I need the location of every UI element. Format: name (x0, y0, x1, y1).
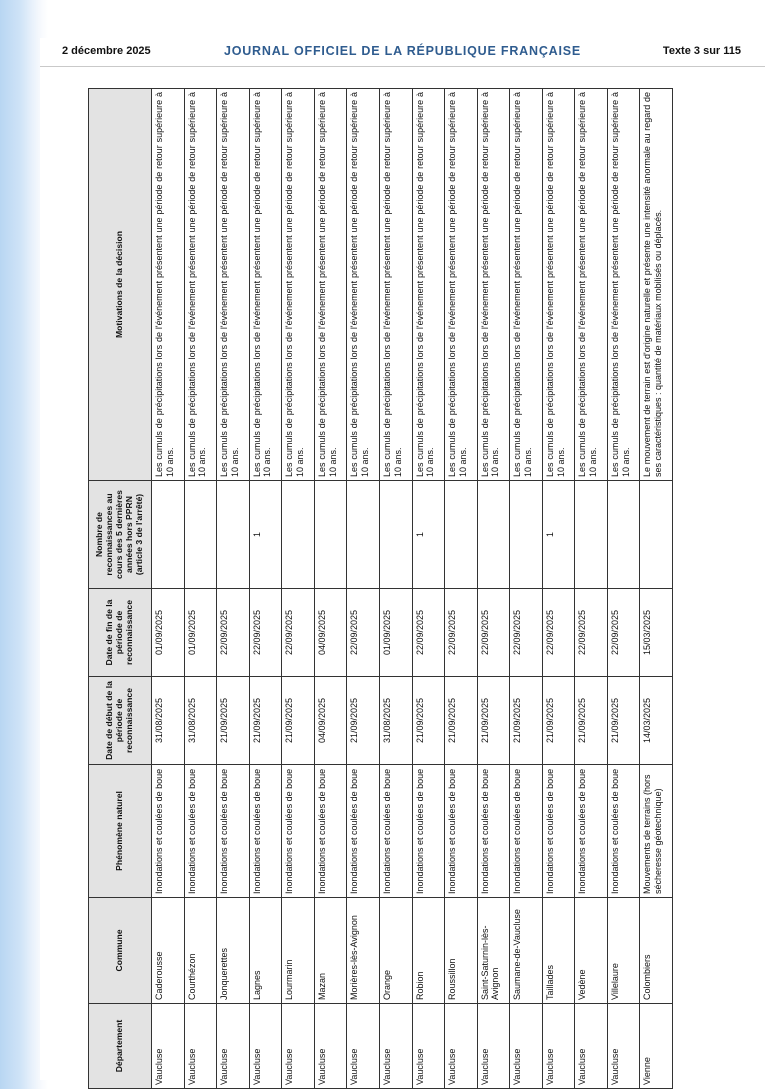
journal-title: JOURNAL OFFICIEL DE LA RÉPUBLIQUE FRANÇAISE (223, 44, 582, 58)
table-row (542, 89, 575, 1089)
table-body (152, 89, 673, 1089)
cell-motivation: Les cumuls de précipitations lors de l'événement présentent une période de retour supérieure à 10 ans. (412, 89, 445, 481)
cell-commune: Robion (412, 898, 445, 1004)
rotated-table-wrapper (88, 89, 673, 1089)
cell-date-fin: 22/09/2025 (282, 589, 315, 677)
cell-nombre (184, 481, 217, 589)
cell-date-fin: 22/09/2025 (412, 589, 445, 677)
text-counter: Texte 3 sur 115 (662, 45, 741, 57)
cell-commune: Saumane-de-Vaucluse (510, 898, 543, 1004)
cell-commune: Roussillon (445, 898, 478, 1004)
col-header-departement: Département (89, 1004, 152, 1089)
cell-commune: Taillades (542, 898, 575, 1004)
cell-nombre (477, 481, 510, 589)
cell-date-debut: 21/09/2025 (607, 677, 640, 765)
table-row (575, 89, 608, 1089)
cell-motivation: Les cumuls de précipitations lors de l'événement présentent une période de retour supérieure à 10 ans. (282, 89, 315, 481)
cell-commune: Lourmarin (282, 898, 315, 1004)
cell-nombre (314, 481, 347, 589)
recognition-table (88, 88, 673, 1089)
cell-phenomene: Inondations et coulées de boue (282, 765, 315, 898)
cell-departement: Vaucluse (217, 1004, 250, 1089)
cell-departement: Vaucluse (542, 1004, 575, 1089)
table-row (347, 89, 380, 1089)
cell-departement: Vaucluse (445, 1004, 478, 1089)
cell-motivation: Les cumuls de précipitations lors de l'événement présentent une période de retour supérieure à 10 ans. (575, 89, 608, 481)
cell-date-debut: 31/08/2025 (379, 677, 412, 765)
cell-motivation: Le mouvement de terrain est d'origine naturelle et présente une intensité anormale au regard de ses caractéristiques : quantité de matériaux mobilisés ou déplacés. (640, 89, 673, 481)
cell-commune: Jonquerettes (217, 898, 250, 1004)
cell-phenomene: Mouvements de terrains (hors sécheresse géotechnique) (640, 765, 673, 898)
cell-motivation: Les cumuls de précipitations lors de l'événement présentent une période de retour supérieure à 10 ans. (379, 89, 412, 481)
col-header-date-debut: Date de début de la période de reconnaissance (89, 677, 152, 765)
table-row (152, 89, 185, 1089)
cell-date-fin: 22/09/2025 (510, 589, 543, 677)
page-header (40, 38, 765, 67)
cell-nombre (510, 481, 543, 589)
cell-date-fin: 01/09/2025 (184, 589, 217, 677)
cell-date-fin: 22/09/2025 (249, 589, 282, 677)
table-row (314, 89, 347, 1089)
cell-date-debut: 21/09/2025 (412, 677, 445, 765)
col-header-date-fin: Date de fin de la période de reconnaissance (89, 589, 152, 677)
cell-departement: Vaucluse (379, 1004, 412, 1089)
cell-date-fin: 22/09/2025 (542, 589, 575, 677)
cell-departement: Vaucluse (249, 1004, 282, 1089)
cell-nombre (640, 481, 673, 589)
cell-departement: Vaucluse (575, 1004, 608, 1089)
cell-date-debut: 21/09/2025 (347, 677, 380, 765)
cell-nombre (347, 481, 380, 589)
cell-commune: Vedène (575, 898, 608, 1004)
cell-nombre (607, 481, 640, 589)
cell-nombre: 1 (542, 481, 575, 589)
cell-date-fin: 22/09/2025 (607, 589, 640, 677)
cell-departement: Vaucluse (412, 1004, 445, 1089)
cell-commune: Lagnes (249, 898, 282, 1004)
cell-date-fin: 04/09/2025 (314, 589, 347, 677)
table-row (249, 89, 282, 1089)
cell-departement: Vaucluse (607, 1004, 640, 1089)
cell-motivation: Les cumuls de précipitations lors de l'événement présentent une période de retour supérieure à 10 ans. (217, 89, 250, 481)
col-header-commune: Commune (89, 898, 152, 1004)
cell-phenomene: Inondations et coulées de boue (510, 765, 543, 898)
cell-phenomene: Inondations et coulées de boue (575, 765, 608, 898)
col-header-nombre: Nombre de reconnaissances au cours des 5 dernières années hors PPRN (article 3 de l'arrêté) (89, 481, 152, 589)
cell-motivation: Les cumuls de précipitations lors de l'événement présentent une période de retour supérieure à 10 ans. (314, 89, 347, 481)
cell-motivation: Les cumuls de précipitations lors de l'événement présentent une période de retour supérieure à 10 ans. (477, 89, 510, 481)
cell-date-debut: 21/09/2025 (217, 677, 250, 765)
cell-motivation: Les cumuls de précipitations lors de l'événement présentent une période de retour supérieure à 10 ans. (607, 89, 640, 481)
cell-departement: Vaucluse (282, 1004, 315, 1089)
cell-commune: Morières-lès-Avignon (347, 898, 380, 1004)
table-row (379, 89, 412, 1089)
cell-date-debut: 31/08/2025 (152, 677, 185, 765)
cell-phenomene: Inondations et coulées de boue (477, 765, 510, 898)
cell-motivation: Les cumuls de précipitations lors de l'événement présentent une période de retour supérieure à 10 ans. (542, 89, 575, 481)
cell-nombre: 1 (249, 481, 282, 589)
table-header-row (89, 89, 152, 1089)
cell-phenomene: Inondations et coulées de boue (445, 765, 478, 898)
col-header-phenomene: Phénomène naturel (89, 765, 152, 898)
cell-date-debut: 21/09/2025 (282, 677, 315, 765)
cell-nombre (445, 481, 478, 589)
cell-date-debut: 14/03/2025 (640, 677, 673, 765)
cell-phenomene: Inondations et coulées de boue (184, 765, 217, 898)
cell-date-fin: 15/03/2025 (640, 589, 673, 677)
cell-motivation: Les cumuls de précipitations lors de l'événement présentent une période de retour supérieure à 10 ans. (510, 89, 543, 481)
cell-phenomene: Inondations et coulées de boue (412, 765, 445, 898)
cell-commune: Saint-Saturnin-lès-Avignon (477, 898, 510, 1004)
cell-commune: Mazan (314, 898, 347, 1004)
cell-date-fin: 22/09/2025 (445, 589, 478, 677)
cell-phenomene: Inondations et coulées de boue (347, 765, 380, 898)
cell-departement: Vaucluse (477, 1004, 510, 1089)
cell-motivation: Les cumuls de précipitations lors de l'événement présentent une période de retour supérieure à 10 ans. (184, 89, 217, 481)
cell-commune: Caderousse (152, 898, 185, 1004)
table-row (510, 89, 543, 1089)
table-row (184, 89, 217, 1089)
cell-phenomene: Inondations et coulées de boue (607, 765, 640, 898)
cell-phenomene: Inondations et coulées de boue (542, 765, 575, 898)
cell-nombre (217, 481, 250, 589)
cell-phenomene: Inondations et coulées de boue (314, 765, 347, 898)
table-row (477, 89, 510, 1089)
cell-departement: Vaucluse (510, 1004, 543, 1089)
cell-nombre (152, 481, 185, 589)
cell-phenomene: Inondations et coulées de boue (152, 765, 185, 898)
publication-date: 2 décembre 2025 (62, 45, 151, 57)
cell-departement: Vaucluse (314, 1004, 347, 1089)
cell-date-fin: 22/09/2025 (217, 589, 250, 677)
cell-date-debut: 21/09/2025 (249, 677, 282, 765)
cell-date-fin: 22/09/2025 (575, 589, 608, 677)
cell-commune: Colombiers (640, 898, 673, 1004)
cell-motivation: Les cumuls de précipitations lors de l'événement présentent une période de retour supérieure à 10 ans. (347, 89, 380, 481)
table-row (445, 89, 478, 1089)
cell-date-fin: 01/09/2025 (152, 589, 185, 677)
cell-phenomene: Inondations et coulées de boue (249, 765, 282, 898)
cell-departement: Vaucluse (347, 1004, 380, 1089)
cell-commune: Courthézon (184, 898, 217, 1004)
cell-nombre (282, 481, 315, 589)
cell-departement: Vienne (640, 1004, 673, 1089)
cell-commune: Orange (379, 898, 412, 1004)
cell-date-debut: 31/08/2025 (184, 677, 217, 765)
cell-date-debut: 21/09/2025 (477, 677, 510, 765)
cell-date-debut: 21/09/2025 (510, 677, 543, 765)
cell-motivation: Les cumuls de précipitations lors de l'événement présentent une période de retour supérieure à 10 ans. (152, 89, 185, 481)
table-row (217, 89, 250, 1089)
cell-date-debut: 21/09/2025 (445, 677, 478, 765)
cell-nombre: 1 (412, 481, 445, 589)
table-row (412, 89, 445, 1089)
cell-date-debut: 21/09/2025 (542, 677, 575, 765)
cell-departement: Vaucluse (184, 1004, 217, 1089)
cell-motivation: Les cumuls de précipitations lors de l'événement présentent une période de retour supérieure à 10 ans. (249, 89, 282, 481)
cell-date-debut: 21/09/2025 (575, 677, 608, 765)
cell-date-fin: 22/09/2025 (477, 589, 510, 677)
cell-departement: Vaucluse (152, 1004, 185, 1089)
table-row (607, 89, 640, 1089)
cell-phenomene: Inondations et coulées de boue (217, 765, 250, 898)
cell-date-fin: 22/09/2025 (347, 589, 380, 677)
cell-commune: Villelaure (607, 898, 640, 1004)
cell-date-debut: 04/09/2025 (314, 677, 347, 765)
cell-date-fin: 01/09/2025 (379, 589, 412, 677)
cell-motivation: Les cumuls de précipitations lors de l'événement présentent une période de retour supérieure à 10 ans. (445, 89, 478, 481)
cell-nombre (379, 481, 412, 589)
table-row (640, 89, 673, 1089)
col-header-motivations: Motivations de la décision (89, 89, 152, 481)
cell-nombre (575, 481, 608, 589)
cell-phenomene: Inondations et coulées de boue (379, 765, 412, 898)
table-row (282, 89, 315, 1089)
